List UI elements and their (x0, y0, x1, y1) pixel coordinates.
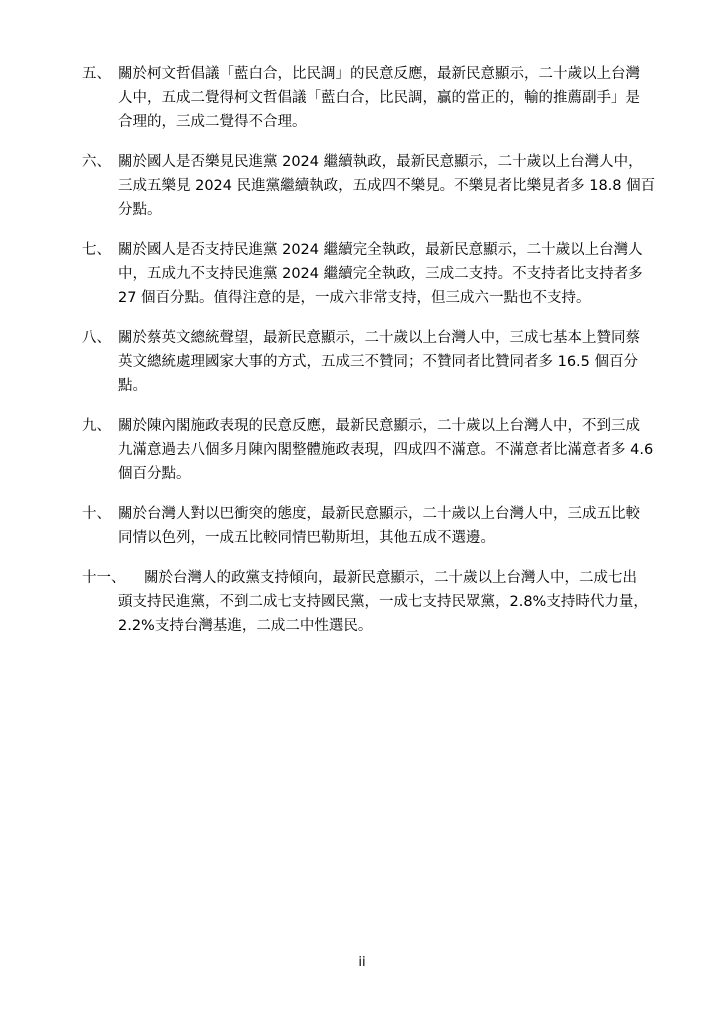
item-text-line: 關於陳內閣施政表現的民意反應，最新民意顯示，二十歲以上台灣人中，不到三成 (118, 418, 640, 434)
item-text-line: 關於台灣人的政黨支持傾向，最新民意顯示，二十歲以上台灣人中，二成七出 (144, 570, 637, 586)
item-text-line: 關於柯文哲倡議「藍白合，比民調」的民意反應，最新民意顯示，二十歲以上台灣 (118, 66, 640, 82)
list-item-9 (82, 414, 654, 486)
item-text-line: 關於國人是否支持民進黨 2024 繼續完全執政，最新民意顯示，二十歲以上台灣人 (118, 242, 643, 258)
item-text-line: 2.2%支持台灣基進，二成二中性選民。 (118, 618, 373, 634)
item-text-line: 英文總統處理國家大事的方式，五成三不贊同；不贊同者比贊同者多 16.5 個百分 (118, 354, 639, 370)
item-marker: 五、 (82, 66, 111, 82)
item-marker: 十一、 (82, 570, 126, 586)
list-item-10 (82, 502, 642, 550)
item-text-line: 點。 (118, 378, 147, 394)
item-text-line: 合理的，三成二覺得不合理。 (118, 114, 307, 130)
list-item-11 (82, 566, 648, 638)
item-text-line: 關於國人是否樂見民進黨 2024 繼續執政，最新民意顯示，二十歲以上台灣人中， (118, 154, 643, 170)
item-text-line: 關於台灣人對以巴衝突的態度，最新民意顯示，二十歲以上台灣人中，三成五比較 (118, 506, 640, 522)
page-number: ii (358, 955, 366, 970)
item-text-line: 人中，五成二覺得柯文哲倡議「藍白合，比民調，贏的當正的，輸的推薦副手」是 (118, 90, 640, 106)
list-item-6 (82, 150, 656, 222)
item-text-line: 分點。 (118, 202, 162, 218)
item-text-line: 27 個百分點。值得注意的是，一成六非常支持，但三成六一點也不支持。 (118, 290, 591, 306)
item-text-line: 個百分點。 (118, 466, 191, 482)
item-marker: 十、 (82, 506, 111, 522)
item-text-line: 三成五樂見 2024 民進黨繼續執政，五成四不樂見。不樂見者比樂見者多 18.8 個百 (118, 178, 656, 194)
item-marker: 七、 (82, 242, 111, 258)
item-text-line: 頭支持民進黨，不到二成七支持國民黨，一成七支持民眾黨，2.8%支持時代力量， (118, 594, 648, 610)
list-item-8 (82, 326, 642, 398)
item-text-line: 中，五成九不支持民進黨 2024 繼續完全執政，三成二支持。不支持者比支持者多 (118, 266, 643, 282)
item-text-line: 九滿意過去八個多月陳內閣整體施政表現，四成四不滿意。不滿意者比滿意者多 4.6 (118, 442, 654, 458)
item-text-line: 關於蔡英文總統聲望，最新民意顯示，二十歲以上台灣人中，三成七基本上贊同蔡 (118, 330, 640, 346)
item-text-line: 同情以色列，一成五比較同情巴勒斯坦，其他五成不選邊。 (118, 530, 495, 546)
item-marker: 九、 (82, 418, 111, 434)
list-item-7 (82, 238, 642, 310)
list-item-5 (82, 62, 642, 134)
item-marker: 六、 (82, 154, 111, 170)
item-marker: 八、 (82, 330, 111, 346)
